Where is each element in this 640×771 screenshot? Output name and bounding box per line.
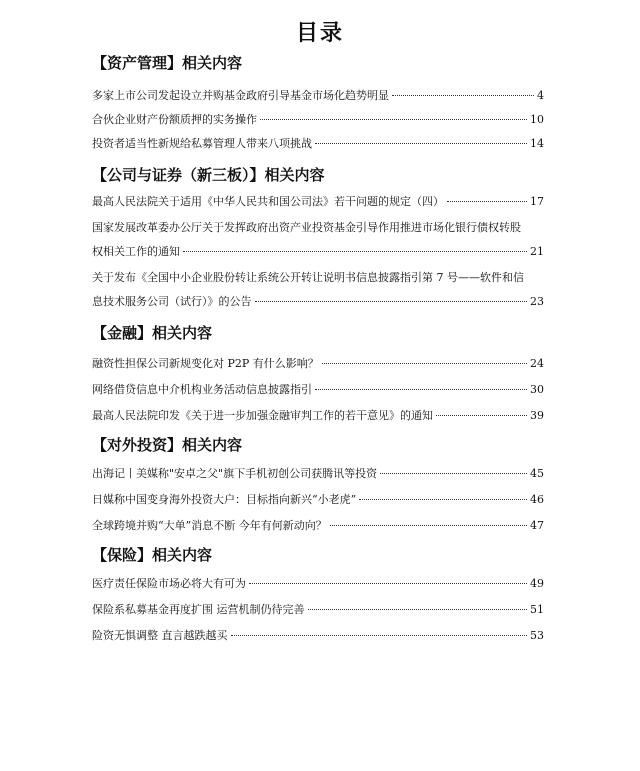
entry-title: 多家上市公司发起设立并购基金政府引导基金市场化趋势明显 — [92, 89, 389, 102]
toc-entry[interactable] — [92, 84, 544, 108]
entry-title: 保险系私募基金再度扩围 运营机制仍待完善 — [92, 603, 305, 616]
leader-dots — [255, 301, 528, 302]
section-heading: 【保险】相关内容 — [92, 546, 213, 564]
toc-entry[interactable] — [92, 190, 544, 214]
entry-title: 投资者适当性新规给私募管理人带来八项挑战 — [92, 137, 312, 150]
entry-title: 网络借贷信息中介机构业务活动信息披露指引 — [92, 383, 312, 396]
toc-entry[interactable] — [92, 352, 544, 376]
leader-dots — [315, 143, 527, 144]
toc-entry[interactable] — [92, 488, 544, 512]
entry-title: 合伙企业财产份额质押的实务操作 — [92, 113, 257, 126]
entry-title: 全球跨境并购“大单”消息不断 今年有何新动向？ — [92, 519, 327, 532]
page-number: 24 — [530, 357, 544, 370]
entry-title: 出海记丨美媒称"安卓之父"旗下手机初创公司获腾讯等投资 — [92, 467, 378, 480]
page-number: 39 — [530, 409, 544, 422]
leader-dots — [322, 363, 527, 364]
page-number: 51 — [530, 603, 544, 616]
page-number: 49 — [530, 577, 544, 590]
leader-dots — [315, 389, 527, 390]
leader-dots — [183, 251, 527, 252]
page-number: 45 — [530, 467, 544, 480]
toc-entry[interactable] — [92, 514, 544, 538]
page-number: 53 — [530, 629, 544, 642]
leader-dots — [447, 201, 527, 202]
toc-entry[interactable] — [92, 216, 544, 264]
entry-title-line-1: 关于发布《全国中小企业股份转让系统公开转让说明书信息披露指引第 7 号——软件和信 — [92, 271, 524, 284]
leader-dots — [392, 95, 534, 96]
toc-entry[interactable] — [92, 598, 544, 622]
leader-dots — [359, 499, 527, 500]
page-number: 4 — [537, 89, 544, 102]
leader-dots — [260, 119, 527, 120]
leader-dots — [436, 415, 527, 416]
page-number: 46 — [530, 493, 544, 506]
toc-entry[interactable] — [92, 132, 544, 156]
leader-dots — [249, 583, 527, 584]
page-title: 目录 — [295, 21, 344, 46]
entry-title: 险资无惧调整 直言越跌越买 — [92, 629, 228, 642]
entry-title: 融资性担保公司新规变化对 P2P 有什么影响？ — [92, 357, 319, 370]
toc-entry[interactable] — [92, 572, 544, 596]
section-heading: 【资产管理】相关内容 — [92, 54, 243, 72]
toc-entry[interactable] — [92, 266, 544, 314]
entry-title: 医疗责任保险市场必将大有可为 — [92, 577, 246, 590]
entry-title: 最高人民法院印发《关于进一步加强金融审判工作的若干意见》的通知 — [92, 409, 433, 422]
page-number: 30 — [530, 383, 544, 396]
toc-entry[interactable] — [92, 378, 544, 402]
page-number: 23 — [530, 295, 544, 308]
leader-dots — [231, 635, 528, 636]
entry-title: 日媒称中国变身海外投资大户：目标指向新兴“小老虎” — [92, 493, 357, 506]
leader-dots — [308, 609, 528, 610]
section-heading: 【金融】相关内容 — [92, 324, 213, 342]
leader-dots — [380, 473, 527, 474]
section-heading: 【公司与证券（新三板）】相关内容 — [92, 166, 325, 184]
page-number: 17 — [530, 195, 544, 208]
toc-entry[interactable] — [92, 462, 544, 486]
page-number: 47 — [530, 519, 544, 532]
toc-entry[interactable] — [92, 404, 544, 428]
page-number: 21 — [530, 245, 544, 258]
leader-dots — [330, 525, 527, 526]
entry-title-line-2: 权相关工作的通知 — [92, 245, 180, 258]
toc-entry[interactable] — [92, 108, 544, 132]
entry-title-line-1: 国家发展改革委办公厅关于发挥政府出资产业投资基金引导作用推进市场化银行债权转股 — [92, 221, 521, 234]
page-number: 10 — [530, 113, 544, 126]
entry-title: 最高人民法院关于适用《中华人民共和国公司法》若干问题的规定（四） — [92, 195, 444, 208]
toc-entry[interactable] — [92, 624, 544, 648]
section-heading: 【对外投资】相关内容 — [92, 436, 243, 454]
entry-title-line-2: 息技术服务公司（试行）》的公告 — [92, 295, 252, 308]
page-number: 14 — [530, 137, 544, 150]
